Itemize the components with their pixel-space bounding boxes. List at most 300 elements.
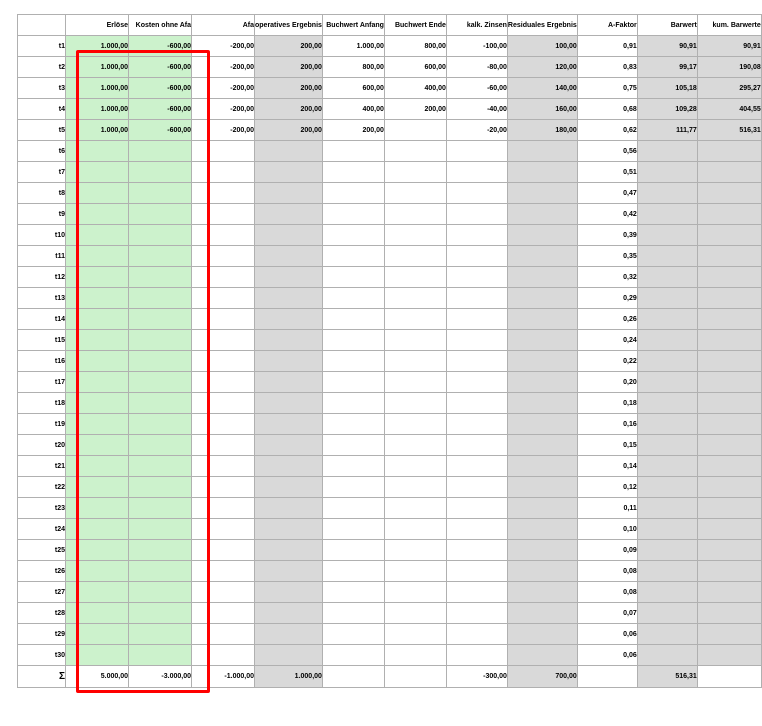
cell-t14-a-faktor[interactable]: 0,26: [577, 309, 637, 330]
cell-t28-a-faktor[interactable]: 0,07: [577, 603, 637, 624]
cell-t14-barwert[interactable]: [637, 309, 697, 330]
cell-t14-buchwert-anfang[interactable]: [322, 309, 384, 330]
cell-t11-erloese[interactable]: [66, 246, 129, 267]
cell-t6-barwert[interactable]: [637, 141, 697, 162]
column-header-buchwert-anfang[interactable]: Buchwert Anfang: [322, 15, 384, 36]
cell-t7-kosten-ohne-afa[interactable]: [129, 162, 192, 183]
column-header-kalk-zinsen[interactable]: kalk. Zinsen: [446, 15, 507, 36]
cell-t8-erloese[interactable]: [66, 183, 129, 204]
cell-t5-afa[interactable]: -200,00: [192, 120, 255, 141]
cell-t25-operatives-ergebnis[interactable]: [255, 540, 323, 561]
cell-t12-afa[interactable]: [192, 267, 255, 288]
cell-t11-kum-barwerte[interactable]: [697, 246, 761, 267]
cell-t1-buchwert-ende[interactable]: 800,00: [384, 36, 446, 57]
column-header-kosten-ohne-afa[interactable]: Kosten ohne Afa: [129, 15, 192, 36]
cell-t2-residuales-ergebnis[interactable]: 120,00: [507, 57, 577, 78]
cell-t25-barwert[interactable]: [637, 540, 697, 561]
cell-t19-kalk-zinsen[interactable]: [446, 414, 507, 435]
cell-t11-buchwert-ende[interactable]: [384, 246, 446, 267]
cell-t22-kum-barwerte[interactable]: [697, 477, 761, 498]
cell-t18-residuales-ergebnis[interactable]: [507, 393, 577, 414]
cell-t10-erloese[interactable]: [66, 225, 129, 246]
cell-t5-a-faktor[interactable]: 0,62: [577, 120, 637, 141]
cell-t29-residuales-ergebnis[interactable]: [507, 624, 577, 645]
cell-t10-kosten-ohne-afa[interactable]: [129, 225, 192, 246]
cell-t15-kalk-zinsen[interactable]: [446, 330, 507, 351]
cell-t22-operatives-ergebnis[interactable]: [255, 477, 323, 498]
cell-t20-operatives-ergebnis[interactable]: [255, 435, 323, 456]
cell-t28-afa[interactable]: [192, 603, 255, 624]
cell-t1-erloese[interactable]: 1.000,00: [66, 36, 129, 57]
cell-t30-erloese[interactable]: [66, 645, 129, 666]
cell-t4-barwert[interactable]: 109,28: [637, 99, 697, 120]
cell-t7-erloese[interactable]: [66, 162, 129, 183]
cell-t19-buchwert-anfang[interactable]: [322, 414, 384, 435]
cell-t29-kalk-zinsen[interactable]: [446, 624, 507, 645]
cell-t9-buchwert-ende[interactable]: [384, 204, 446, 225]
cell-t20-buchwert-ende[interactable]: [384, 435, 446, 456]
cell-t13-kalk-zinsen[interactable]: [446, 288, 507, 309]
cell-t28-kalk-zinsen[interactable]: [446, 603, 507, 624]
cell-t11-a-faktor[interactable]: 0,35: [577, 246, 637, 267]
cell-t5-barwert[interactable]: 111,77: [637, 120, 697, 141]
cell-t9-kum-barwerte[interactable]: [697, 204, 761, 225]
cell-t25-buchwert-ende[interactable]: [384, 540, 446, 561]
cell-t11-barwert[interactable]: [637, 246, 697, 267]
cell-t27-kosten-ohne-afa[interactable]: [129, 582, 192, 603]
cell-t3-barwert[interactable]: 105,18: [637, 78, 697, 99]
cell-t13-barwert[interactable]: [637, 288, 697, 309]
cell-t2-a-faktor[interactable]: 0,83: [577, 57, 637, 78]
cell-t20-a-faktor[interactable]: 0,15: [577, 435, 637, 456]
cell-t14-kalk-zinsen[interactable]: [446, 309, 507, 330]
cell-t12-erloese[interactable]: [66, 267, 129, 288]
cell-t22-kalk-zinsen[interactable]: [446, 477, 507, 498]
cell-t19-kosten-ohne-afa[interactable]: [129, 414, 192, 435]
cell-t6-kum-barwerte[interactable]: [697, 141, 761, 162]
cell-t5-kosten-ohne-afa[interactable]: -600,00: [129, 120, 192, 141]
cell-t2-kum-barwerte[interactable]: 190,08: [697, 57, 761, 78]
cell-t26-kalk-zinsen[interactable]: [446, 561, 507, 582]
column-header-kum-barwerte[interactable]: kum. Barwerte: [697, 15, 761, 36]
sum-barwert[interactable]: 516,31: [637, 666, 697, 688]
cell-t10-barwert[interactable]: [637, 225, 697, 246]
cell-t29-barwert[interactable]: [637, 624, 697, 645]
cell-t3-kosten-ohne-afa[interactable]: -600,00: [129, 78, 192, 99]
cell-t15-kum-barwerte[interactable]: [697, 330, 761, 351]
cell-t12-a-faktor[interactable]: 0,32: [577, 267, 637, 288]
cell-t16-afa[interactable]: [192, 351, 255, 372]
cell-t11-kosten-ohne-afa[interactable]: [129, 246, 192, 267]
cell-t19-erloese[interactable]: [66, 414, 129, 435]
cell-t2-afa[interactable]: -200,00: [192, 57, 255, 78]
cell-t11-afa[interactable]: [192, 246, 255, 267]
cell-t1-a-faktor[interactable]: 0,91: [577, 36, 637, 57]
cell-t21-erloese[interactable]: [66, 456, 129, 477]
cell-t26-erloese[interactable]: [66, 561, 129, 582]
cell-t23-barwert[interactable]: [637, 498, 697, 519]
cell-t30-kalk-zinsen[interactable]: [446, 645, 507, 666]
cell-t29-kum-barwerte[interactable]: [697, 624, 761, 645]
cell-t17-residuales-ergebnis[interactable]: [507, 372, 577, 393]
column-header-erloese[interactable]: Erlöse: [66, 15, 129, 36]
cell-t3-a-faktor[interactable]: 0,75: [577, 78, 637, 99]
cell-t29-a-faktor[interactable]: 0,06: [577, 624, 637, 645]
cell-t3-operatives-ergebnis[interactable]: 200,00: [255, 78, 323, 99]
cell-t17-kalk-zinsen[interactable]: [446, 372, 507, 393]
cell-t21-buchwert-ende[interactable]: [384, 456, 446, 477]
cell-t29-buchwert-anfang[interactable]: [322, 624, 384, 645]
cell-t16-kalk-zinsen[interactable]: [446, 351, 507, 372]
cell-t7-operatives-ergebnis[interactable]: [255, 162, 323, 183]
cell-t21-buchwert-anfang[interactable]: [322, 456, 384, 477]
cell-t29-operatives-ergebnis[interactable]: [255, 624, 323, 645]
cell-t26-barwert[interactable]: [637, 561, 697, 582]
cell-t19-a-faktor[interactable]: 0,16: [577, 414, 637, 435]
cell-t4-kosten-ohne-afa[interactable]: -600,00: [129, 99, 192, 120]
cell-t21-kalk-zinsen[interactable]: [446, 456, 507, 477]
cell-t18-buchwert-ende[interactable]: [384, 393, 446, 414]
cell-t21-kosten-ohne-afa[interactable]: [129, 456, 192, 477]
cell-t28-buchwert-anfang[interactable]: [322, 603, 384, 624]
cell-t6-buchwert-anfang[interactable]: [322, 141, 384, 162]
cell-t12-kalk-zinsen[interactable]: [446, 267, 507, 288]
sum-bw-anfang[interactable]: [322, 666, 384, 688]
cell-t5-kum-barwerte[interactable]: 516,31: [697, 120, 761, 141]
cell-t13-residuales-ergebnis[interactable]: [507, 288, 577, 309]
column-header-residuales-ergebnis[interactable]: Residuales Ergebnis: [507, 15, 577, 36]
cell-t2-kosten-ohne-afa[interactable]: -600,00: [129, 57, 192, 78]
cell-t22-kosten-ohne-afa[interactable]: [129, 477, 192, 498]
cell-t3-afa[interactable]: -200,00: [192, 78, 255, 99]
cell-t28-operatives-ergebnis[interactable]: [255, 603, 323, 624]
cell-t27-kum-barwerte[interactable]: [697, 582, 761, 603]
cell-t26-a-faktor[interactable]: 0,08: [577, 561, 637, 582]
sum-bw-ende[interactable]: [384, 666, 446, 688]
sum-kum-barwerte[interactable]: [697, 666, 761, 688]
cell-t15-buchwert-ende[interactable]: [384, 330, 446, 351]
cell-t28-erloese[interactable]: [66, 603, 129, 624]
cell-t5-buchwert-anfang[interactable]: 200,00: [322, 120, 384, 141]
cell-t11-buchwert-anfang[interactable]: [322, 246, 384, 267]
cell-t23-kum-barwerte[interactable]: [697, 498, 761, 519]
cell-t11-kalk-zinsen[interactable]: [446, 246, 507, 267]
cell-t12-kum-barwerte[interactable]: [697, 267, 761, 288]
cell-t22-erloese[interactable]: [66, 477, 129, 498]
cell-t4-residuales-ergebnis[interactable]: 160,00: [507, 99, 577, 120]
cell-t23-residuales-ergebnis[interactable]: [507, 498, 577, 519]
cell-t18-erloese[interactable]: [66, 393, 129, 414]
cell-t20-erloese[interactable]: [66, 435, 129, 456]
cell-t16-operatives-ergebnis[interactable]: [255, 351, 323, 372]
cell-t8-kosten-ohne-afa[interactable]: [129, 183, 192, 204]
cell-t19-kum-barwerte[interactable]: [697, 414, 761, 435]
cell-t17-buchwert-ende[interactable]: [384, 372, 446, 393]
cell-t20-residuales-ergebnis[interactable]: [507, 435, 577, 456]
cell-t4-a-faktor[interactable]: 0,68: [577, 99, 637, 120]
cell-t7-a-faktor[interactable]: 0,51: [577, 162, 637, 183]
cell-t23-a-faktor[interactable]: 0,11: [577, 498, 637, 519]
cell-t23-buchwert-ende[interactable]: [384, 498, 446, 519]
cell-t5-kalk-zinsen[interactable]: -20,00: [446, 120, 507, 141]
cell-t3-kum-barwerte[interactable]: 295,27: [697, 78, 761, 99]
cell-t4-kum-barwerte[interactable]: 404,55: [697, 99, 761, 120]
cell-t1-afa[interactable]: -200,00: [192, 36, 255, 57]
cell-t3-buchwert-anfang[interactable]: 600,00: [322, 78, 384, 99]
cell-t30-afa[interactable]: [192, 645, 255, 666]
cell-t30-barwert[interactable]: [637, 645, 697, 666]
column-header-operatives-ergebnis[interactable]: operatives Ergebnis: [255, 15, 323, 36]
sum-erloese[interactable]: 5.000,00: [66, 666, 129, 688]
cell-t2-kalk-zinsen[interactable]: -80,00: [446, 57, 507, 78]
cell-t13-buchwert-anfang[interactable]: [322, 288, 384, 309]
cell-t14-residuales-ergebnis[interactable]: [507, 309, 577, 330]
cell-t19-operatives-ergebnis[interactable]: [255, 414, 323, 435]
cell-t29-afa[interactable]: [192, 624, 255, 645]
cell-t2-erloese[interactable]: 1.000,00: [66, 57, 129, 78]
cell-t25-buchwert-anfang[interactable]: [322, 540, 384, 561]
cell-t8-a-faktor[interactable]: 0,47: [577, 183, 637, 204]
cell-t13-buchwert-ende[interactable]: [384, 288, 446, 309]
cell-t7-barwert[interactable]: [637, 162, 697, 183]
cell-t2-buchwert-ende[interactable]: 600,00: [384, 57, 446, 78]
cell-t14-erloese[interactable]: [66, 309, 129, 330]
cell-t11-residuales-ergebnis[interactable]: [507, 246, 577, 267]
cell-t30-kum-barwerte[interactable]: [697, 645, 761, 666]
cell-t9-kalk-zinsen[interactable]: [446, 204, 507, 225]
cell-t26-buchwert-ende[interactable]: [384, 561, 446, 582]
cell-t17-a-faktor[interactable]: 0,20: [577, 372, 637, 393]
sum-afa[interactable]: -1.000,00: [192, 666, 255, 688]
cell-t10-afa[interactable]: [192, 225, 255, 246]
cell-t24-kosten-ohne-afa[interactable]: [129, 519, 192, 540]
cell-t9-erloese[interactable]: [66, 204, 129, 225]
cell-t23-operatives-ergebnis[interactable]: [255, 498, 323, 519]
sum-zinsen[interactable]: -300,00: [446, 666, 507, 688]
cell-t13-afa[interactable]: [192, 288, 255, 309]
cell-t15-kosten-ohne-afa[interactable]: [129, 330, 192, 351]
cell-t21-kum-barwerte[interactable]: [697, 456, 761, 477]
sum-residual[interactable]: 700,00: [507, 666, 577, 688]
sum-afaktor[interactable]: [577, 666, 637, 688]
cell-t16-residuales-ergebnis[interactable]: [507, 351, 577, 372]
cell-t21-barwert[interactable]: [637, 456, 697, 477]
cell-t26-residuales-ergebnis[interactable]: [507, 561, 577, 582]
cell-t23-kalk-zinsen[interactable]: [446, 498, 507, 519]
cell-t23-buchwert-anfang[interactable]: [322, 498, 384, 519]
cell-t24-kalk-zinsen[interactable]: [446, 519, 507, 540]
cell-t18-afa[interactable]: [192, 393, 255, 414]
cell-t30-buchwert-anfang[interactable]: [322, 645, 384, 666]
cell-t1-kum-barwerte[interactable]: 90,91: [697, 36, 761, 57]
cell-t17-kosten-ohne-afa[interactable]: [129, 372, 192, 393]
cell-t28-barwert[interactable]: [637, 603, 697, 624]
cell-t3-erloese[interactable]: 1.000,00: [66, 78, 129, 99]
cell-t13-erloese[interactable]: [66, 288, 129, 309]
cell-t4-buchwert-ende[interactable]: 200,00: [384, 99, 446, 120]
cell-t16-barwert[interactable]: [637, 351, 697, 372]
cell-t9-afa[interactable]: [192, 204, 255, 225]
cell-t27-barwert[interactable]: [637, 582, 697, 603]
cell-t28-kosten-ohne-afa[interactable]: [129, 603, 192, 624]
cell-t12-operatives-ergebnis[interactable]: [255, 267, 323, 288]
cell-t27-erloese[interactable]: [66, 582, 129, 603]
cell-t12-kosten-ohne-afa[interactable]: [129, 267, 192, 288]
cell-t6-kalk-zinsen[interactable]: [446, 141, 507, 162]
cell-t15-afa[interactable]: [192, 330, 255, 351]
cell-t15-barwert[interactable]: [637, 330, 697, 351]
cell-t19-residuales-ergebnis[interactable]: [507, 414, 577, 435]
cell-t22-buchwert-ende[interactable]: [384, 477, 446, 498]
column-header-barwert[interactable]: Barwert: [637, 15, 697, 36]
cell-t22-a-faktor[interactable]: 0,12: [577, 477, 637, 498]
cell-t13-kum-barwerte[interactable]: [697, 288, 761, 309]
cell-t15-residuales-ergebnis[interactable]: [507, 330, 577, 351]
cell-t18-kum-barwerte[interactable]: [697, 393, 761, 414]
cell-t23-kosten-ohne-afa[interactable]: [129, 498, 192, 519]
cell-t10-buchwert-anfang[interactable]: [322, 225, 384, 246]
cell-t8-residuales-ergebnis[interactable]: [507, 183, 577, 204]
cell-t27-kalk-zinsen[interactable]: [446, 582, 507, 603]
cell-t15-operatives-ergebnis[interactable]: [255, 330, 323, 351]
cell-t5-buchwert-ende[interactable]: [384, 120, 446, 141]
cell-t25-kalk-zinsen[interactable]: [446, 540, 507, 561]
cell-t20-afa[interactable]: [192, 435, 255, 456]
cell-t9-kosten-ohne-afa[interactable]: [129, 204, 192, 225]
cell-t19-buchwert-ende[interactable]: [384, 414, 446, 435]
cell-t9-a-faktor[interactable]: 0,42: [577, 204, 637, 225]
cell-t16-kum-barwerte[interactable]: [697, 351, 761, 372]
cell-t16-kosten-ohne-afa[interactable]: [129, 351, 192, 372]
column-header-a-faktor[interactable]: A-Faktor: [577, 15, 637, 36]
cell-t3-buchwert-ende[interactable]: 400,00: [384, 78, 446, 99]
cell-t10-operatives-ergebnis[interactable]: [255, 225, 323, 246]
cell-t6-afa[interactable]: [192, 141, 255, 162]
cell-t10-a-faktor[interactable]: 0,39: [577, 225, 637, 246]
cell-t28-kum-barwerte[interactable]: [697, 603, 761, 624]
cell-t10-residuales-ergebnis[interactable]: [507, 225, 577, 246]
cell-t4-buchwert-anfang[interactable]: 400,00: [322, 99, 384, 120]
cell-t16-a-faktor[interactable]: 0,22: [577, 351, 637, 372]
cell-t2-buchwert-anfang[interactable]: 800,00: [322, 57, 384, 78]
cell-t18-barwert[interactable]: [637, 393, 697, 414]
cell-t9-residuales-ergebnis[interactable]: [507, 204, 577, 225]
cell-t17-operatives-ergebnis[interactable]: [255, 372, 323, 393]
cell-t26-kum-barwerte[interactable]: [697, 561, 761, 582]
cell-t20-kalk-zinsen[interactable]: [446, 435, 507, 456]
cell-t4-erloese[interactable]: 1.000,00: [66, 99, 129, 120]
cell-t24-operatives-ergebnis[interactable]: [255, 519, 323, 540]
cell-t6-buchwert-ende[interactable]: [384, 141, 446, 162]
cell-t5-operatives-ergebnis[interactable]: 200,00: [255, 120, 323, 141]
cell-t20-buchwert-anfang[interactable]: [322, 435, 384, 456]
cell-t24-buchwert-anfang[interactable]: [322, 519, 384, 540]
cell-t18-operatives-ergebnis[interactable]: [255, 393, 323, 414]
cell-t15-erloese[interactable]: [66, 330, 129, 351]
cell-t12-residuales-ergebnis[interactable]: [507, 267, 577, 288]
cell-t12-buchwert-ende[interactable]: [384, 267, 446, 288]
cell-t24-residuales-ergebnis[interactable]: [507, 519, 577, 540]
cell-t18-a-faktor[interactable]: 0,18: [577, 393, 637, 414]
cell-t22-afa[interactable]: [192, 477, 255, 498]
cell-t14-kosten-ohne-afa[interactable]: [129, 309, 192, 330]
cell-t13-kosten-ohne-afa[interactable]: [129, 288, 192, 309]
cell-t24-afa[interactable]: [192, 519, 255, 540]
cell-t8-barwert[interactable]: [637, 183, 697, 204]
cell-t17-barwert[interactable]: [637, 372, 697, 393]
cell-t10-kalk-zinsen[interactable]: [446, 225, 507, 246]
cell-t26-buchwert-anfang[interactable]: [322, 561, 384, 582]
cell-t21-afa[interactable]: [192, 456, 255, 477]
cell-t10-kum-barwerte[interactable]: [697, 225, 761, 246]
cell-t1-barwert[interactable]: 90,91: [637, 36, 697, 57]
cell-t3-kalk-zinsen[interactable]: -60,00: [446, 78, 507, 99]
cell-t30-operatives-ergebnis[interactable]: [255, 645, 323, 666]
cell-t15-a-faktor[interactable]: 0,24: [577, 330, 637, 351]
cell-t2-barwert[interactable]: 99,17: [637, 57, 697, 78]
cell-t7-afa[interactable]: [192, 162, 255, 183]
cell-t13-a-faktor[interactable]: 0,29: [577, 288, 637, 309]
cell-t5-erloese[interactable]: 1.000,00: [66, 120, 129, 141]
cell-t24-erloese[interactable]: [66, 519, 129, 540]
cell-t13-operatives-ergebnis[interactable]: [255, 288, 323, 309]
cell-t18-kalk-zinsen[interactable]: [446, 393, 507, 414]
cell-t14-afa[interactable]: [192, 309, 255, 330]
sum-operatives[interactable]: 1.000,00: [255, 666, 323, 688]
cell-t9-barwert[interactable]: [637, 204, 697, 225]
cell-t30-kosten-ohne-afa[interactable]: [129, 645, 192, 666]
cell-t18-buchwert-anfang[interactable]: [322, 393, 384, 414]
cell-t25-afa[interactable]: [192, 540, 255, 561]
cell-t24-kum-barwerte[interactable]: [697, 519, 761, 540]
cell-t23-erloese[interactable]: [66, 498, 129, 519]
cell-t30-a-faktor[interactable]: 0,06: [577, 645, 637, 666]
cell-t9-buchwert-anfang[interactable]: [322, 204, 384, 225]
cell-t16-buchwert-ende[interactable]: [384, 351, 446, 372]
cell-t27-buchwert-anfang[interactable]: [322, 582, 384, 603]
cell-t7-kum-barwerte[interactable]: [697, 162, 761, 183]
cell-t15-buchwert-anfang[interactable]: [322, 330, 384, 351]
cell-t17-erloese[interactable]: [66, 372, 129, 393]
cell-t14-operatives-ergebnis[interactable]: [255, 309, 323, 330]
cell-t25-a-faktor[interactable]: 0,09: [577, 540, 637, 561]
cell-t14-buchwert-ende[interactable]: [384, 309, 446, 330]
cell-t5-residuales-ergebnis[interactable]: 180,00: [507, 120, 577, 141]
cell-t28-buchwert-ende[interactable]: [384, 603, 446, 624]
cell-t20-kosten-ohne-afa[interactable]: [129, 435, 192, 456]
cell-t25-residuales-ergebnis[interactable]: [507, 540, 577, 561]
cell-t19-barwert[interactable]: [637, 414, 697, 435]
cell-t6-a-faktor[interactable]: 0,56: [577, 141, 637, 162]
cell-t29-kosten-ohne-afa[interactable]: [129, 624, 192, 645]
cell-t8-buchwert-anfang[interactable]: [322, 183, 384, 204]
cell-t4-afa[interactable]: -200,00: [192, 99, 255, 120]
cell-t25-erloese[interactable]: [66, 540, 129, 561]
cell-t30-residuales-ergebnis[interactable]: [507, 645, 577, 666]
cell-t11-operatives-ergebnis[interactable]: [255, 246, 323, 267]
cell-t1-kalk-zinsen[interactable]: -100,00: [446, 36, 507, 57]
cell-t27-operatives-ergebnis[interactable]: [255, 582, 323, 603]
cell-t9-operatives-ergebnis[interactable]: [255, 204, 323, 225]
cell-t16-buchwert-anfang[interactable]: [322, 351, 384, 372]
cell-t26-kosten-ohne-afa[interactable]: [129, 561, 192, 582]
cell-t26-afa[interactable]: [192, 561, 255, 582]
cell-t18-kosten-ohne-afa[interactable]: [129, 393, 192, 414]
cell-t7-residuales-ergebnis[interactable]: [507, 162, 577, 183]
cell-t1-kosten-ohne-afa[interactable]: -600,00: [129, 36, 192, 57]
cell-t8-kum-barwerte[interactable]: [697, 183, 761, 204]
cell-t26-operatives-ergebnis[interactable]: [255, 561, 323, 582]
